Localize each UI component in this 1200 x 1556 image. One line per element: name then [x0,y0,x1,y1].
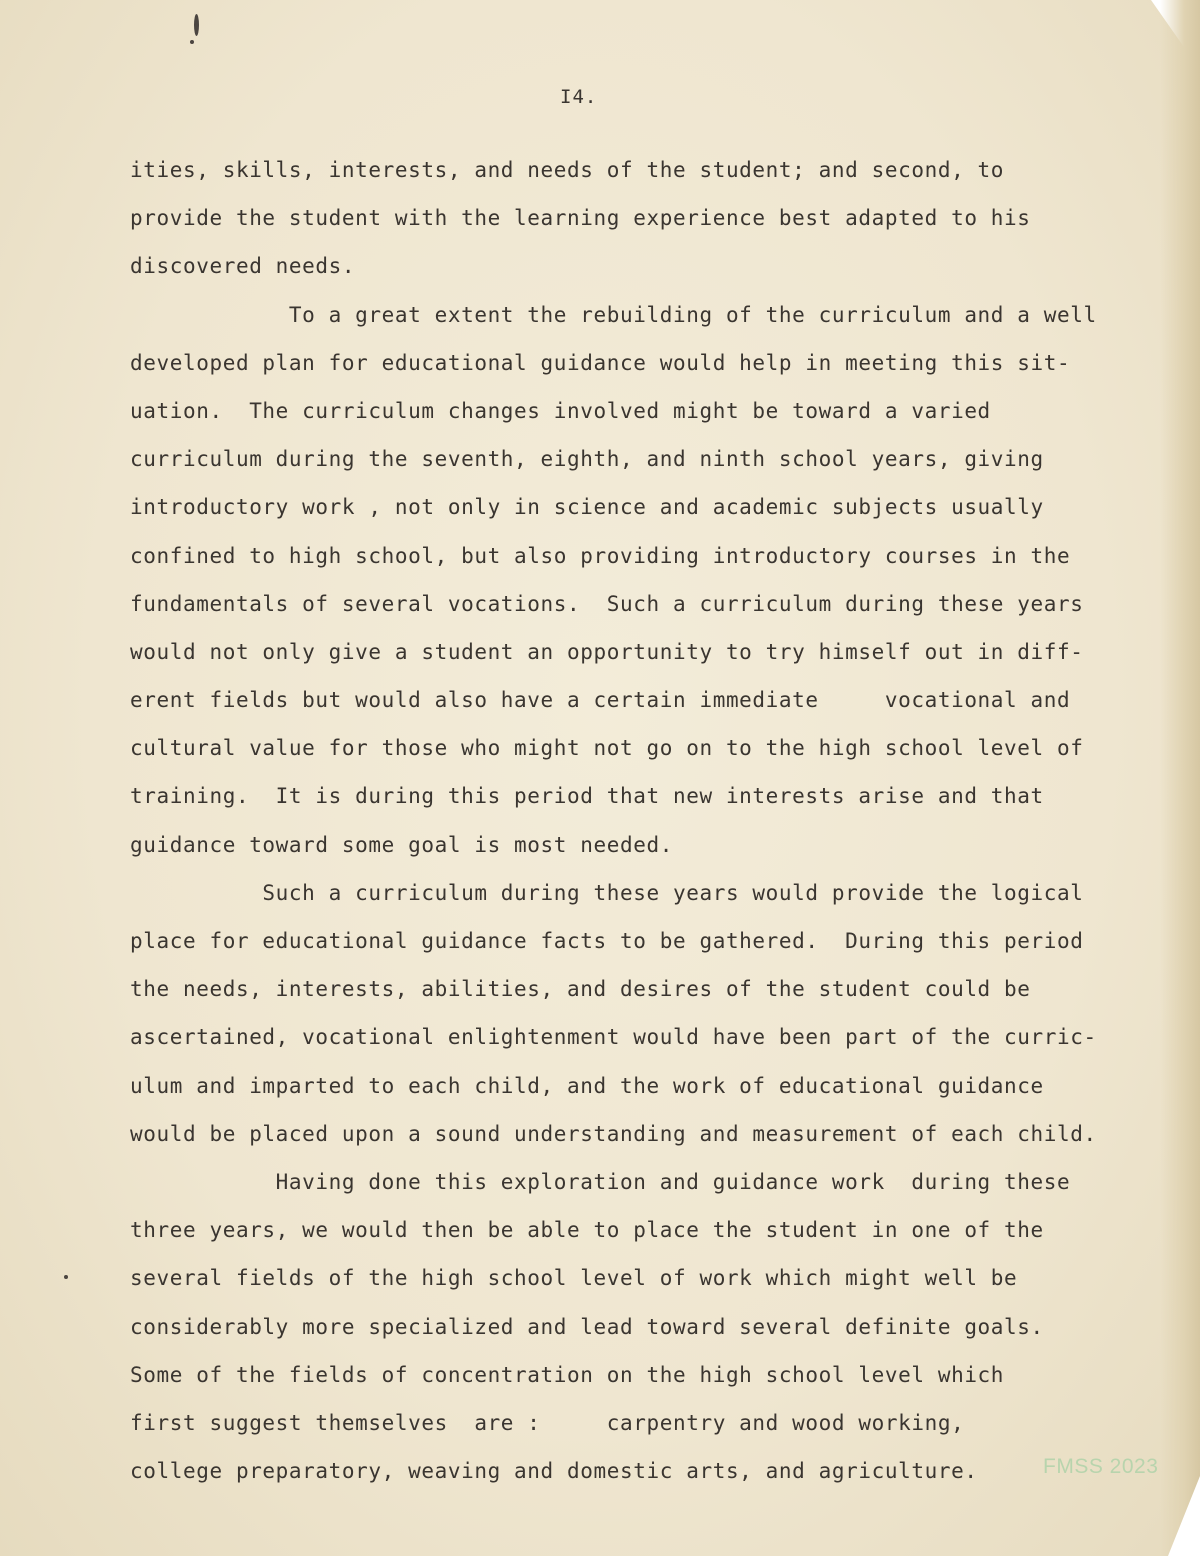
body-text [130,150,1170,1499]
text-line: would not only give a student an opportunity to try himself out in diff- [130,639,1084,664]
text-line: Such a curriculum during these years would provide the logical [130,880,1084,905]
ink-smudge [64,1275,68,1279]
text-line: ascertained, vocational enlightenment would have been part of the curric- [130,1025,1097,1050]
text-line: discovered needs. [130,254,356,279]
text-line: introductory work , not only in science and academic subjects usually [130,495,1044,520]
text-line: considerably more specialized and lead toward several definite goals. [130,1314,1044,1339]
text-line: provide the student with the learning experience best adapted to his [130,206,1031,231]
text-line: fundamentals of several vocations. Such a curriculum during these years [130,591,1084,616]
text-line: first suggest themselves are : carpentry and wood working, [130,1410,965,1435]
text-line: college preparatory, weaving and domestic arts, and agriculture. [130,1459,978,1484]
text-line: several fields of the high school level of work which might well be [130,1266,1018,1291]
text-line: confined to high school, but also providing introductory courses in the [130,543,1071,568]
ink-smudge [194,14,199,36]
text-line: curriculum during the seventh, eighth, and ninth school years, giving [130,447,1044,472]
text-line: Having done this exploration and guidance work during these [130,1169,1071,1194]
text-line: developed plan for educational guidance would help in meeting this sit- [130,350,1071,375]
text-line: the needs, interests, abilities, and desires of the student could be [130,977,1031,1002]
text-line: would be placed upon a sound understanding and measurement of each child. [130,1121,1097,1146]
text-line: uation. The curriculum changes involved might be toward a varied [130,398,991,423]
text-line: ities, skills, interests, and needs of the student; and second, to [130,158,1005,182]
text-line: cultural value for those who might not go on to the high school level of [130,736,1084,761]
text-line: To a great extent the rebuilding of the curriculum and a well [130,302,1097,327]
text-line: training. It is during this period that new interests arise and that [130,784,1044,809]
text-line: Some of the fields of concentration on the high school level which [130,1362,1005,1387]
text-line: guidance toward some goal is most needed. [130,832,673,857]
archive-watermark: FMSS 2023 [1043,1455,1159,1478]
text-line: erent fields but would also have a certain immediate vocational and [130,688,1071,713]
text-line: three years, we would then be able to place the student in one of the [130,1218,1044,1243]
ink-smudge [190,40,194,44]
text-line: ulum and imparted to each child, and the work of educational guidance [130,1073,1044,1098]
page-number: I4. [560,86,598,108]
text-line: place for educational guidance facts to be gathered. During this period [130,929,1084,953]
